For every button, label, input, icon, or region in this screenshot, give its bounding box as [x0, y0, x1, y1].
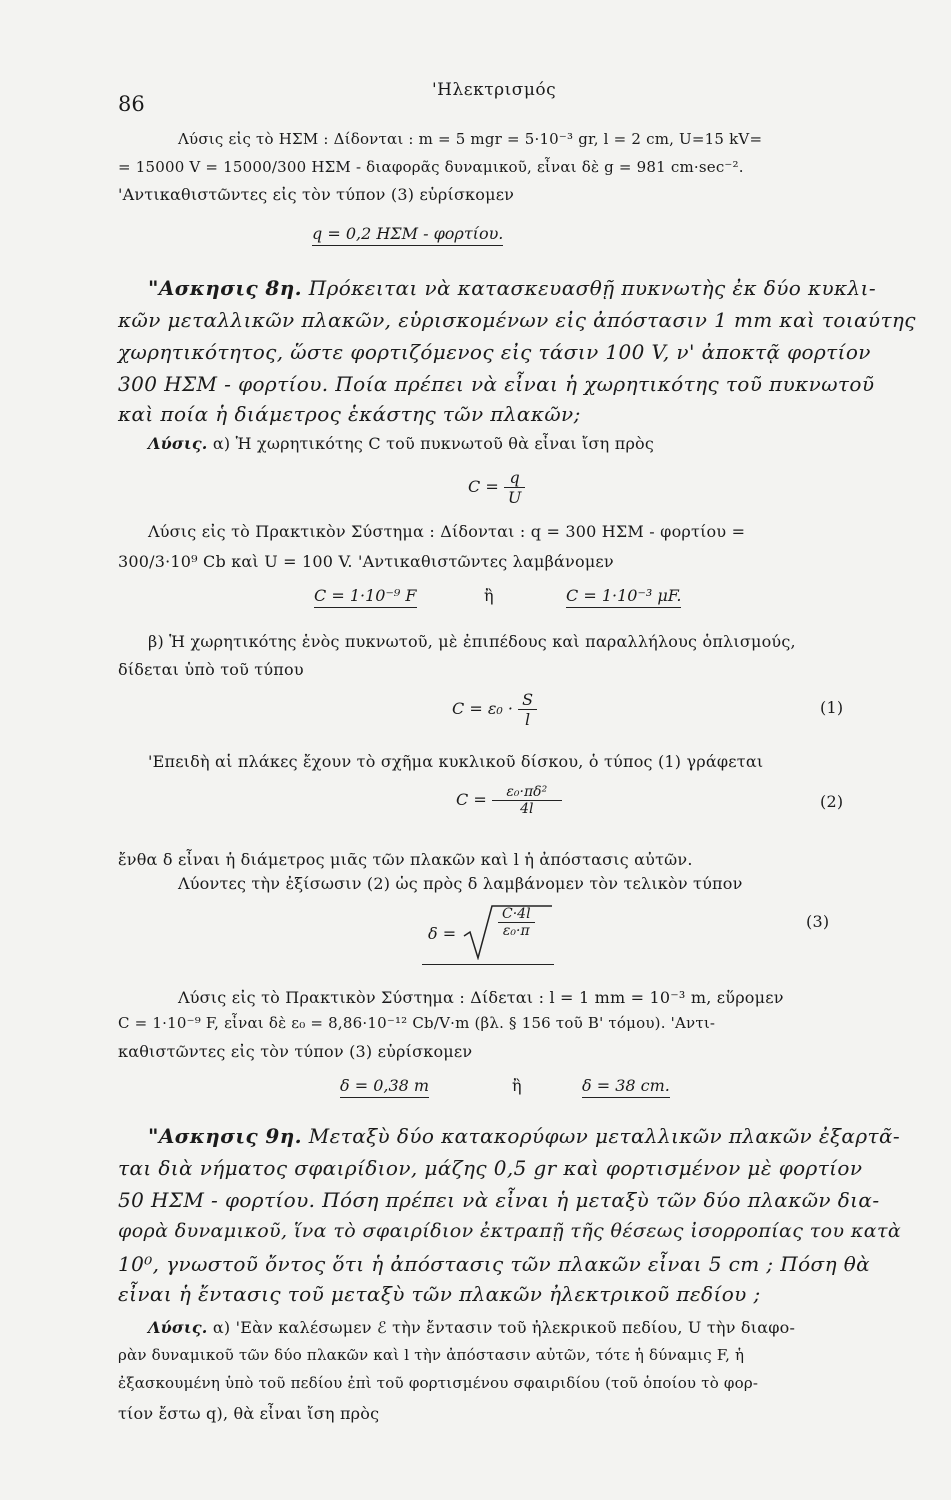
exercise-9-solution-line-4: τίον ἔστω q), θὰ εἶναι ἴση πρὸς	[118, 1404, 380, 1423]
exercise-9-line-1-text: Μεταξὺ δύο κατακορύφων μεταλλικῶν πλακῶν ἐξαρτᾶ-	[308, 1124, 901, 1148]
solution-label: Λύσις.	[148, 1318, 208, 1337]
where-line: ἔνθα δ εἶναι ἡ διάμετρος μιᾶς τῶν πλακῶν καὶ l ἡ ἀπόστασις αὐτῶν.	[118, 850, 693, 869]
exercise-8-statement-line-1	[148, 276, 876, 300]
practical-system-line-5: καθιστῶντες εἰς τὸν τύπον (3) εὑρίσκομεν	[118, 1042, 473, 1061]
fraction-numerator: S	[518, 690, 537, 710]
exercise-9-solution-line-1	[148, 1318, 795, 1337]
equation-1-tag: (1)	[820, 698, 844, 717]
intro-result: q = 0,2 ΗΣΜ - φορτίου.	[312, 224, 503, 246]
practical-system-line-1: Λύσις εἰς τὸ Πρακτικὸν Σύστημα : Δίδονται : q = 300 ΗΣΜ - φορτίου =	[148, 522, 746, 541]
exercise-9-solution-line-3: ἐξασκουμένη ὑπὸ τοῦ πεδίου ἐπὶ τοῦ φορτισμένου σφαιριδίου (τοῦ ὁποίου τὸ φορ-	[118, 1374, 759, 1392]
fraction-denominator: l	[525, 710, 531, 729]
solving-line: Λύοντες τὴν ἐξίσωσιν (2) ὡς πρὸς δ λαμβάνομεν τὸν τελικὸν τύπον	[178, 874, 743, 893]
equation-3-lhs: δ =	[428, 924, 457, 943]
equation-lhs: C =	[468, 477, 499, 496]
solution-line-1-text: α) 'Εὰν καλέσωμεν ℰ τὴν ἔντασιν τοῦ ἠλεκρικοῦ πεδίου, U τὴν διαφο-	[212, 1318, 796, 1337]
fraction-denominator: U	[507, 488, 522, 507]
practical-system-line-3: Λύσις εἰς τὸ Πρακτικὸν Σύστημα : Δίδεται : l = 1 mm = 10⁻³ m, εὕρομεν	[178, 988, 784, 1007]
fraction-denominator: 4l	[520, 801, 534, 817]
result-d-meter: δ = 0,38 m	[340, 1076, 429, 1098]
solution-b-line-2: δίδεται ὑπὸ τοῦ τύπου	[118, 660, 304, 679]
equation-3-tag: (3)	[806, 912, 830, 931]
fraction-numerator: C·4l	[498, 906, 535, 923]
running-header: 'Ηλεκτρισμός	[432, 80, 557, 100]
equation-2	[456, 784, 562, 817]
intro-line-1: Λύσις εἰς τὸ ΗΣΜ : Δίδονται : m = 5 mgr = 5·10⁻³ gr, l = 2 cm, U=15 kV=	[178, 130, 763, 148]
equation-1	[452, 690, 537, 729]
exercise-8-line-1-text: Πρόκειται νὰ κατασκευασθῇ πυκνωτὴς ἐκ δύο κυκλι-	[308, 276, 877, 300]
fraction-denominator: ε₀·π	[502, 923, 530, 939]
since-line: 'Επειδὴ αἱ πλάκες ἔχουν τὸ σχῆμα κυκλικοῦ δίσκου, ὁ τύπος (1) γράφεται	[148, 752, 764, 771]
equation-c-q-over-u	[468, 468, 525, 507]
equation-3-fraction	[498, 906, 535, 939]
intro-line-2: = 15000 V = 15000/300 ΗΣΜ - διαφορᾶς δυναμικοῦ, εἶναι δὲ g = 981 cm·sec⁻².	[118, 158, 744, 176]
practical-system-line-2: 300/3·10⁹ Cb καὶ U = 100 V. 'Αντικαθιστῶντες λαμβάνομεν	[118, 552, 614, 571]
exercise-8-statement-line-2: κῶν μεταλλικῶν πλακῶν, εὑρισκομένων εἰς ἀπόστασιν 1 mm καὶ τοιαύτης	[118, 308, 916, 332]
equation-2-tag: (2)	[820, 792, 844, 811]
exercise-8-statement-line-4: 300 ΗΣΜ - φορτίου. Ποία πρέπει νὰ εἶναι ἡ χωρητικότης τοῦ πυκνωτοῦ	[118, 372, 875, 396]
solution-label: Λύσις.	[148, 434, 208, 453]
practical-system-line-4: C = 1·10⁻⁹ F, εἶναι δὲ ε₀ = 8,86·10⁻¹² Cb/V·m (βλ. § 156 τοῦ Β' τόμου). 'Αντι-	[118, 1014, 716, 1032]
exercise-8-statement-line-5: καὶ ποία ἡ διάμετρος ἑκάστης τῶν πλακῶν;	[118, 402, 581, 426]
exercise-9-statement-line-3: 50 ΗΣΜ - φορτίου. Πόση πρέπει νὰ εἶναι ἡ μεταξὺ τῶν δύο πλακῶν δια-	[118, 1188, 880, 1212]
exercise-9-statement-line-1	[148, 1124, 900, 1148]
page-number: 86	[118, 92, 145, 116]
fraction-numerator: ε₀·πδ²	[492, 784, 562, 801]
result-c-microfarad: C = 1·10⁻³ μF.	[566, 586, 681, 608]
exercise-8-heading: "Ασκησις 8η.	[148, 276, 302, 300]
exercise-9-statement-line-6: εἶναι ἡ ἔντασις τοῦ μεταξὺ τῶν πλακῶν ἠλεκτρικοῦ πεδίου ;	[118, 1282, 761, 1306]
result-or-1: ἢ	[484, 586, 494, 605]
exercise-8-statement-line-3: χωρητικότητος, ὥστε φορτιζόμενος εἰς τάσιν 100 V, ν' ἀποκτᾷ φορτίον	[118, 340, 871, 364]
solution-b-line-1: β) Ἡ χωρητικότης ἑνὸς πυκνωτοῦ, μὲ ἐπιπέδους καὶ παραλλήλους ὁπλισμούς,	[148, 632, 796, 651]
equation-3-underline	[422, 964, 554, 965]
equation-lhs: C =	[456, 790, 487, 809]
result-or-2: ἢ	[512, 1076, 522, 1095]
exercise-9-heading: "Ασκησις 9η.	[148, 1124, 302, 1148]
result-c-farad: C = 1·10⁻⁹ F	[314, 586, 417, 608]
exercise-9-statement-line-4: φορὰ δυναμικοῦ, ἵνα τὸ σφαιρίδιον ἐκτραπῇ τῆς θέσεως ἰσορροπίας του κατὰ	[118, 1220, 902, 1242]
exercise-9-statement-line-2: ται διὰ νήματος σφαιρίδιον, μάζης 0,5 gr καὶ φορτισμένον μὲ φορτίον	[118, 1156, 863, 1180]
exercise-8-solution-a	[148, 434, 654, 453]
fraction-numerator: q	[504, 468, 525, 488]
solution-a-text: α) Ἡ χωρητικότης C τοῦ πυκνωτοῦ θὰ εἶναι ἴση πρὸς	[212, 434, 655, 453]
result-d-centimeter: δ = 38 cm.	[582, 1076, 670, 1098]
exercise-9-solution-line-2: ρὰν δυναμικοῦ τῶν δύο πλακῶν καὶ l τὴν ἀπόστασιν αὐτῶν, τότε ἡ δύναμις F, ἡ	[118, 1346, 745, 1364]
intro-line-3: 'Αντικαθιστῶντες εἰς τὸν τύπον (3) εὑρίσκομεν	[118, 185, 515, 204]
equation-lhs: C = ε₀ ·	[452, 699, 513, 718]
exercise-9-statement-line-5: 10⁰, γνωστοῦ ὄντος ὅτι ἡ ἀπόστασις τῶν πλακῶν εἶναι 5 cm ; Πόση θὰ	[118, 1252, 871, 1276]
